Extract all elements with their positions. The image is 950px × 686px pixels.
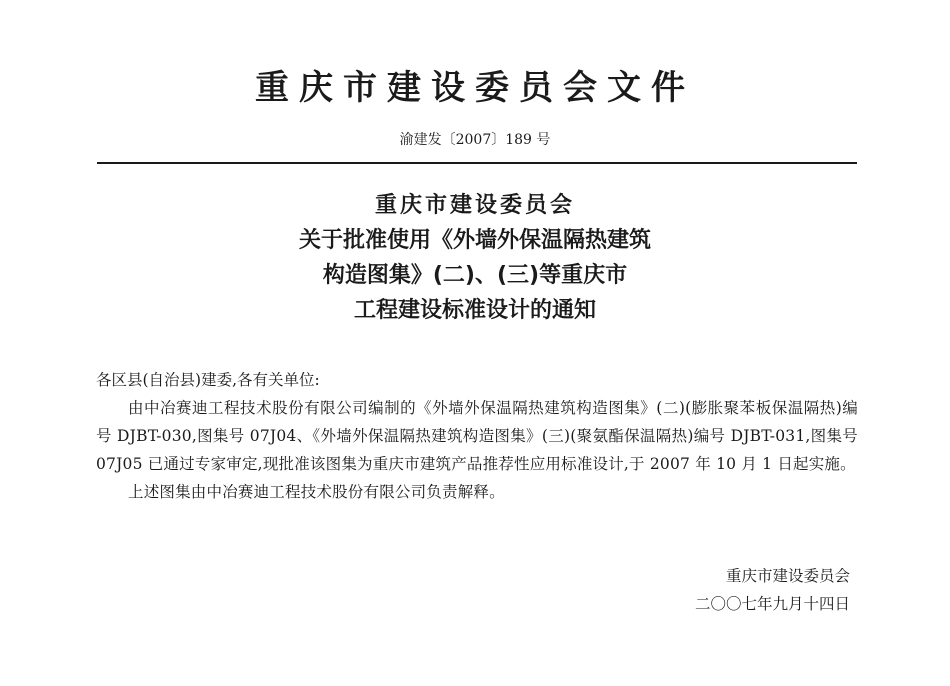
notice-body [96, 366, 858, 506]
notice-title-line: 工程建设标准设计的通知 [353, 298, 596, 323]
document-header-title: 重庆市建设委员会文件 [255, 68, 695, 108]
notice-title-line: 重庆市建设委员会 [374, 193, 575, 218]
issuer-name: 重庆市建设委员会 [725, 567, 850, 585]
issue-date: 二〇〇七年九月十四日 [694, 595, 850, 613]
header-divider [97, 162, 857, 164]
salutation: 各区县(自治县)建委,各有关单位: [96, 371, 320, 389]
signature-block [695, 562, 850, 618]
notice-title [0, 188, 950, 328]
document-number: 渝建发〔2007〕189 号 [399, 132, 551, 148]
notice-title-line: 关于批准使用《外墙外保温隔热建筑 [298, 228, 651, 253]
notice-title-line: 构造图集》(二)、(三)等重庆市 [322, 263, 628, 288]
body-paragraph: 上述图集由中冶赛迪工程技术股份有限公司负责解释。 [128, 483, 505, 501]
body-paragraph: 由中冶赛迪工程技术股份有限公司编制的《外墙外保温隔热建筑构造图集》(二)(膨胀聚苯板保温隔热)编号 DJBT-030,图集号 07J04、《外墙外保温隔热建筑构造图集》(三)(聚氨酯保温隔热)编号 DJBT-031,图集号 07J05 已通过专家审定,现批准该图集为重庆市建筑产品推荐性应用标准设计,于 2007 年 10 月 1 日起实施。 [96, 399, 858, 473]
